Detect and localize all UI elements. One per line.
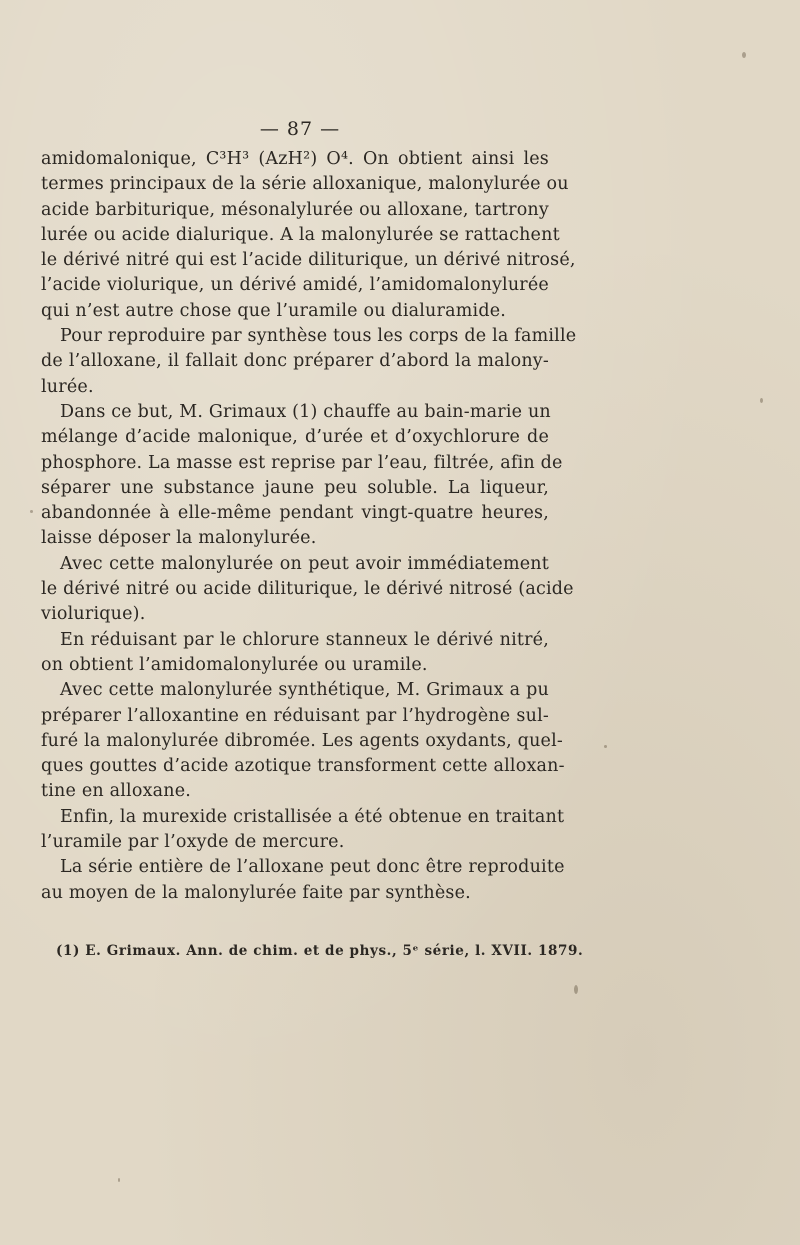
text-line: Dans ce but, M. Grimaux (1) chauffe au bain-marie un [60,401,551,422]
text-line: lurée. [41,376,94,397]
text-line: phosphore. La masse est reprise par l’eau, filtrée, afin de [41,452,563,473]
paper-speck [760,398,763,403]
text-line: laisse déposer la malonylurée. [41,528,317,549]
text-line: qui n’est autre chose que l’uramile ou dialuramide. [41,300,507,321]
paper-speck [118,1178,120,1182]
paper-speck [604,745,607,748]
text-line: violurique). [41,604,146,625]
text-line: amidomalonique, C³H³ (AzH²) O⁴. On obtient ainsi les [41,149,549,169]
text-line: séparer une substance jaune peu soluble. La liqueur, [41,477,549,498]
footnote: (1) E. Grimaux. Ann. de chim. et de phys., 5ᵉ série, l. XVII. 1879. [56,943,584,959]
text-line: ques gouttes d’acide azotique transforment cette alloxan- [41,756,565,777]
text-line: Enfin, la murexide cristallisée a été obtenue en traitant [60,806,565,827]
text-line: préparer l’alloxantine en réduisant par l’hydrogène sul- [41,705,549,726]
text-line: La série entière de l’alloxane peut donc être reproduite [60,857,565,878]
text-line: le dérivé nitré qui est l’acide dilituriquе, un dérivé nitrosé, [41,250,576,271]
text-line: Avec cette malonylurée on peut avoir immédiatement [60,553,549,574]
text-line: l’uramile par l’oxyde de mercure. [41,832,345,853]
text-line: tine en alloxane. [41,781,192,802]
text-line: mélange d’acide malonique, d’urée et d’oxychlorure de [41,427,549,448]
text-line: Pour reproduire par synthèse tous les corps de la famille [60,326,577,347]
text-line: de l’alloxane, il fallait donc préparer d’abord la malony- [41,351,549,372]
text-line: Avec cette malonylurée synthétique, M. Grimaux a pu [60,680,549,701]
text-line: on obtient l’amidomalonylurée ou uramile. [41,654,428,675]
text-line: acide barbiturique, mésonalylurée ou alloxane, tartrony [41,199,549,220]
paper-speck [30,510,33,513]
paper-speck [742,52,746,58]
text-line: En réduisant par le chlorure stanneux le dérivé nitré, [60,629,549,650]
page-number: — 87 — [259,118,341,140]
text-line: abandonnée à elle-même pendant vingt-quatre heures, [41,503,549,524]
text-line: furé la malonylurée dibromée. Les agents oxydants, quel- [41,730,564,751]
text-line: l’acide violurique, un dérivé amidé, l’amidomalonylurée [41,275,549,296]
text-line: au moyen de la malonylurée faite par synthèse. [41,882,471,903]
text-line: lurée ou acide dialurique. A la malonylurée se rattachent [41,224,560,245]
text-line: termes principaux de la série alloxanique, malonylurée ou [41,174,569,195]
text-line: le dérivé nitré ou acide dilituriquе, le dérivé nitrosé (acide [41,579,574,600]
body-text [41,147,577,906]
paper-speck [574,985,578,994]
